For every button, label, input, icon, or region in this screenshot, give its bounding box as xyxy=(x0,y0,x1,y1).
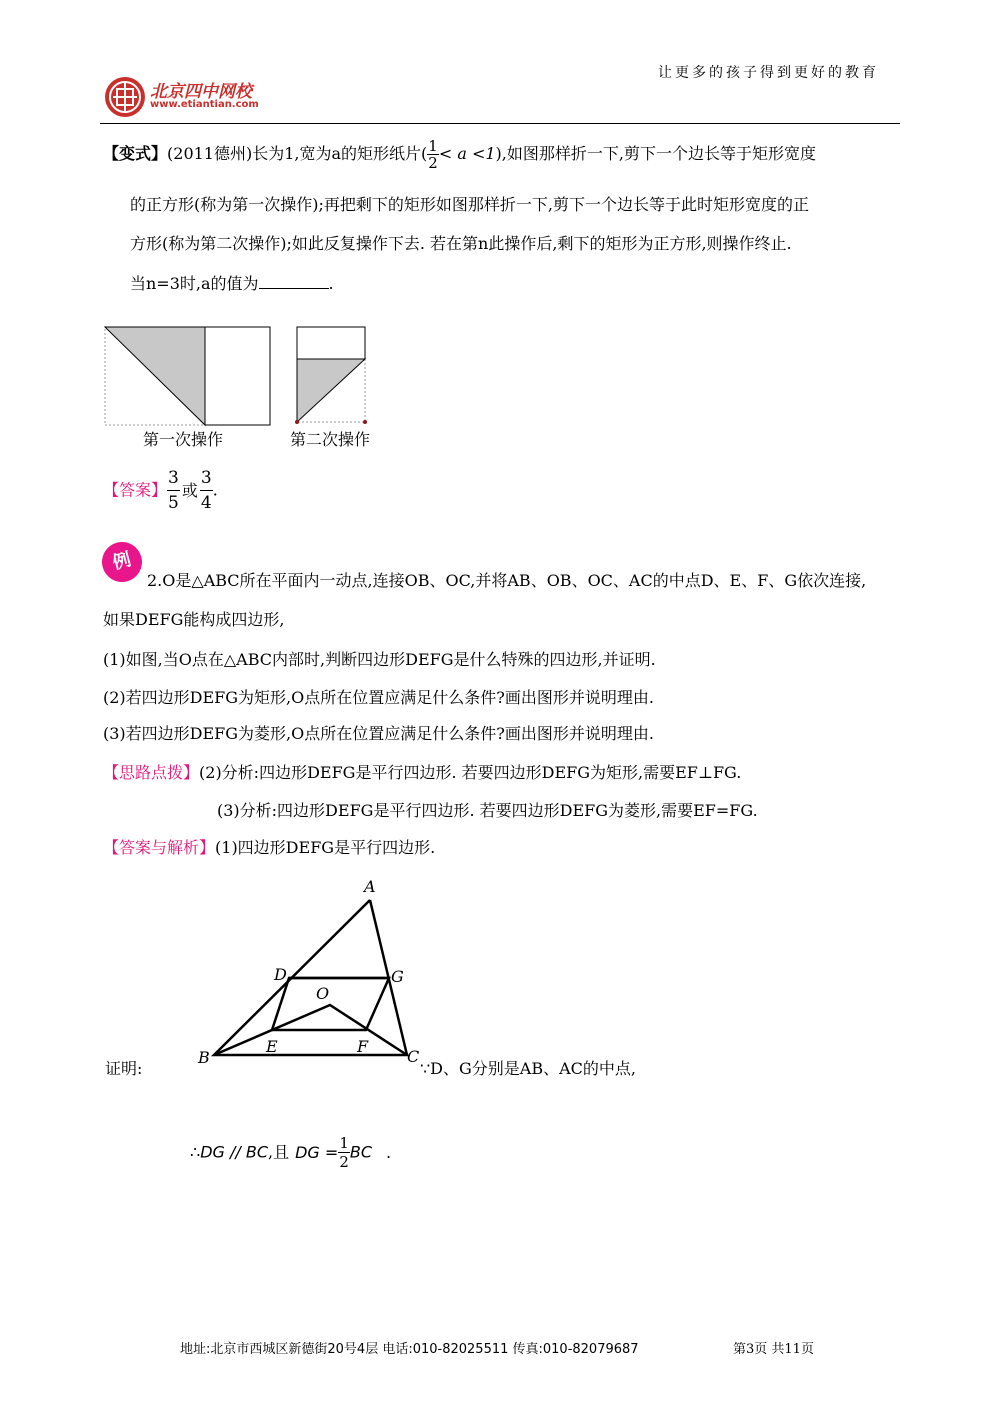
label-g: G xyxy=(391,967,404,986)
solution-tag: 【答案与解析】 xyxy=(103,838,216,857)
hint-text1: (2)分析:四边形DEFG是平行四边形. 若要四边形DEFG为矩形,需要EF⊥FG. xyxy=(199,763,742,782)
label-b: B xyxy=(198,1048,210,1067)
header-rule xyxy=(100,123,900,124)
hint-line1 xyxy=(103,763,741,783)
example-q2: (2)若四边形DEFG为矩形,O点所在位置应满足什么条件?画出图形并说明理由. xyxy=(103,688,654,707)
half-fraction: $\frac{1}{2}$ xyxy=(339,1134,349,1171)
fig1-caption: 第一次操作 xyxy=(143,430,224,449)
fold-figures xyxy=(100,320,380,435)
label-a: A xyxy=(364,877,376,896)
logo-name: 北京四中网校 xyxy=(150,82,252,102)
label-o: O xyxy=(316,984,330,1003)
example-q1: (1)如图,当O点在△ABC内部时,判断四边形DEFG是什么特殊的四边形,并证明. xyxy=(103,650,656,669)
variant-line1b: ),如图那样折一下,剪下一个边长等于矩形宽度 xyxy=(495,144,816,163)
variant-line3: 方形(称为第二次操作);如此反复操作下去. 若在第n此操作后,剩下的矩形为正方形,则操作终止. xyxy=(130,234,792,253)
answer-frac-1: $\frac{3}{5}$ xyxy=(168,468,179,513)
fig2-caption: 第二次操作 xyxy=(290,430,371,449)
site-logo[interactable] xyxy=(103,75,293,120)
label-f: F xyxy=(357,1037,369,1056)
label-d: D xyxy=(274,965,287,984)
example-badge: 例 xyxy=(98,538,147,587)
example-line2: 如果DEFG能构成四边形, xyxy=(103,610,285,629)
fold-figure-2 xyxy=(295,327,367,424)
hint-tag: 【思路点拨】 xyxy=(103,763,200,782)
solution-text1: (1)四边形DEFG是平行四边形. xyxy=(215,838,436,857)
variant-fraction: $\frac{1}{2}$ xyxy=(428,137,438,172)
footer-address: 地址:北京市西城区新德街20号4层 电话:010-82025511 传真:010-82079687 xyxy=(180,1342,639,1357)
answer-tag: 【答案】 xyxy=(103,480,168,500)
header-slogan: 让更多的孩子得到更好的教育 xyxy=(658,65,879,81)
proof-line2: ∴DG // BC,且 DG = $\frac{1}{2}$ BC . xyxy=(190,1134,392,1171)
variant-answer: 【答案】 $\frac{3}{5}$ 或 $\frac{3}{4}$ . xyxy=(103,468,218,513)
variant-inequality: < a <1 xyxy=(438,144,496,163)
triangle-diagram xyxy=(190,870,440,1075)
hint-line2: (3)分析:四边形DEFG是平行四边形. 若要四边形DEFG为菱形,需要EF=FG. xyxy=(217,801,758,820)
label-e: E xyxy=(266,1037,278,1056)
variant-line1 xyxy=(103,138,816,171)
answer-blank xyxy=(259,274,329,289)
proof-label: 证明: xyxy=(105,1059,143,1078)
logo-url: www.etiantian.com xyxy=(150,99,259,110)
example-q3: (3)若四边形DEFG为菱形,O点所在位置应满足什么条件?画出图形并说明理由. xyxy=(103,724,654,743)
fold-figure-1 xyxy=(105,327,270,425)
variant-line4: 当n=3时,a的值为 . xyxy=(130,274,334,293)
answer-frac-2: $\frac{3}{4}$ xyxy=(200,468,212,513)
label-c: C xyxy=(407,1047,420,1066)
example-line1: 2.O是△ABC所在平面内一动点,连接OB、OC,并将AB、OB、OC、AC的中点D、E、F、G依次连接, xyxy=(147,571,867,590)
variant-line1a: (2011德州)长为1,宽为a的矩形纸片( xyxy=(167,144,428,163)
variant-line2: 的正方形(称为第一次操作);再把剩下的矩形如图那样折一下,剪下一个边长等于此时矩形宽度的正 xyxy=(130,195,809,214)
footer-page: 第3页 共11页 xyxy=(733,1342,814,1357)
solution-line1 xyxy=(103,838,435,858)
dg-parallel-bc: DG // BC xyxy=(200,1142,269,1162)
dg-equals: DG = xyxy=(295,1142,339,1162)
variant-tag: 【变式】 xyxy=(103,144,168,163)
proof-line1: ∵D、G分别是AB、AC的中点, xyxy=(420,1059,636,1078)
